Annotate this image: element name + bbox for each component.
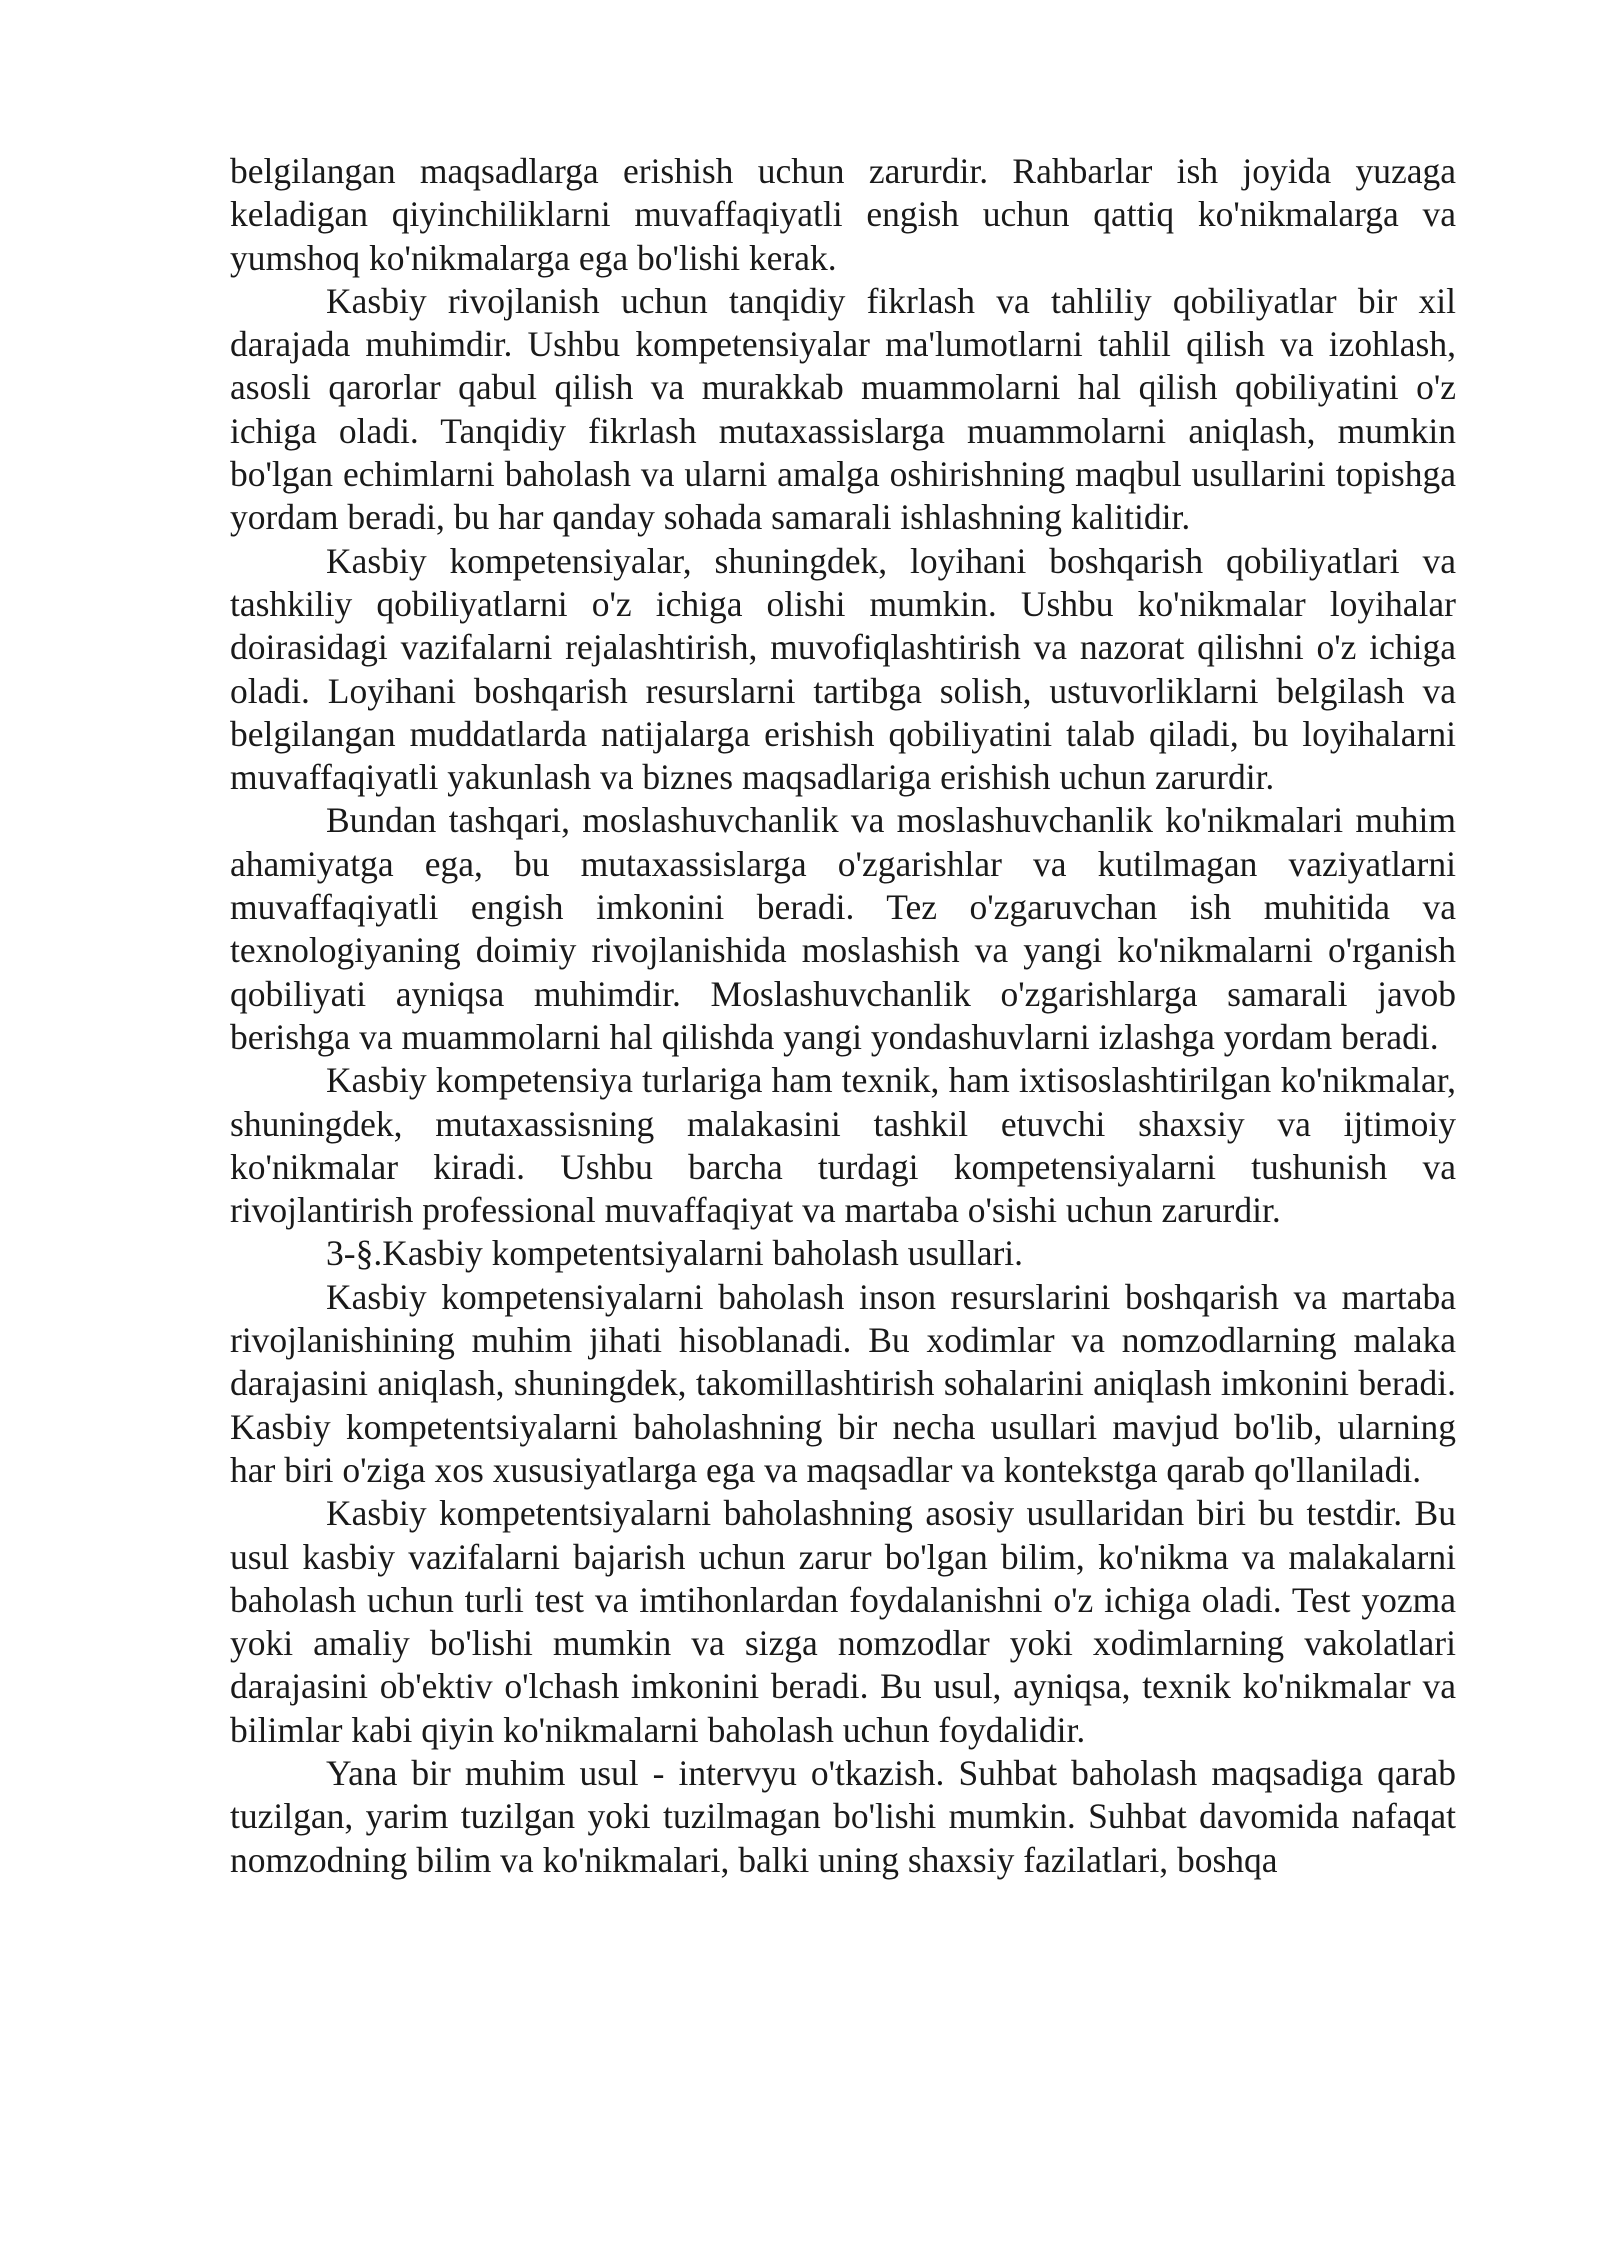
paragraph-interview: Yana bir muhim usul - intervyu o'tkazish. Suhbat baholash maqsadiga qarab tuzilgan, yarim tuzilgan yoki tuzilmagan bo'lishi mumkin. Suhbat davomida nafaqat nomzodning bilim va ko'nikmalari, balki uning shaxsiy fazilatlari, boshqa [230, 1752, 1456, 1880]
paragraph-continuation: belgilangan maqsadlarga erishish uchun zarurdir. Rahbarlar ish joyida yuzaga keladigan qiyinchiliklarni muvaffaqiyatli engish uchun qattiq ko'nikmalarga va yumshoq ko'nikmalarga ega bo'lishi kerak. [230, 151, 1456, 278]
paragraph-project-management: Kasbiy kompetensiyalar, shuningdek, loyihani boshqarish qobiliyatlari va tashkiliy qobiliyatlarni o'z ichiga olishi mumkin. Ushbu ko'nikmalar loyihalar doirasidagi vazifalarni rejalashtirish, muvofiqlashtirish va nazorat qilishni o'z ichiga oladi. Loyihani boshqarish resurslarni tartibga solish, ustuvorliklarni belgilash va belgilangan muddatlarda natijalarga erishish qobiliyatini talab qiladi, bu loyihalarni muvaffaqiyatli yakunlash va biznes maqsadlariga erishish uchun zarurdir. [230, 540, 1456, 798]
section-heading: 3-§.Kasbiy kompetentsiyalarni baholash usullari. [326, 1233, 1024, 1274]
paragraph-testing: Kasbiy kompetentsiyalarni baholashning asosiy usullaridan biri bu testdir. Bu usul kasbiy vazifalarni bajarish uchun zarur bo'lgan bilim, ko'nikma va malakalarni baholash uchun turli test va imtihonlardan foydalanishni o'z ichiga oladi. Test yozma yoki amaliy bo'lishi mumkin va sizga nomzodlar yoki xodimlarning vakolatlari darajasini ob'ektiv o'lchash imkonini beradi. Bu usul, ayniqsa, texnik ko'nikmalar va bilimlar kabi qiyin ko'nikmalarni baholash uchun foydalidir. [230, 1493, 1456, 1750]
document-page [230, 150, 1456, 1882]
paragraph-critical-thinking: Kasbiy rivojlanish uchun tanqidiy fikrlash va tahliliy qobiliyatlar bir xil darajada muhimdir. Ushbu kompetensiyalar ma'lumotlarni tahlil qilish va izohlash, asosli qarorlar qabul qilish va murakkab muammolarni hal qilish qobiliyatini o'z ichiga oladi. Tanqidiy fikrlash mutaxassislarga muammolarni aniqlash, mumkin bo'lgan echimlarni baholash va ularni amalga oshirishning maqbul usullarini topishga yordam beradi, bu har qanday sohada samarali ishlashning kalitidir. [230, 280, 1456, 538]
paragraph-competency-types: Kasbiy kompetensiya turlariga ham texnik, ham ixtisoslashtirilgan ko'nikmalar, shuningdek, mutaxassisning malakasini tashkil etuvchi shaxsiy va ijtimoiy ko'nikmalar kiradi. Ushbu barcha turdagi kompetensiyalarni tushunish va rivojlantirish professional muvaffaqiyat va martaba o'sishi uchun zarurdir. [230, 1060, 1456, 1231]
paragraph-assessment-intro: Kasbiy kompetensiyalarni baholash inson resurslarini boshqarish va martaba rivojlanishining muhim jihati hisoblanadi. Bu xodimlar va nomzodlarning malaka darajasini aniqlash, shuningdek, takomillashtirish sohalarini aniqlash imkonini beradi. Kasbiy kompetentsiyalarni baholashning bir necha usullari mavjud bo'lib, ularning har biri o'ziga xos xususiyatlarga ega va maqsadlar va kontekstga qarab qo'llaniladi. [230, 1276, 1456, 1490]
paragraph-adaptability: Bundan tashqari, moslashuvchanlik va moslashuvchanlik ko'nikmalari muhim ahamiyatga ega, bu mutaxassislarga o'zgarishlar va kutilmagan vaziyatlarni muvaffaqiyatli engish imkonini beradi. Tez o'zgaruvchan ish muhitida va texnologiyaning doimiy rivojlanishida moslashish va yangi ko'nikmalarni o'rganish qobiliyati ayniqsa muhimdir. Moslashuvchanlik o'zgarishlarga samarali javob berishga va muammolarni hal qilishda yangi yondashuvlarni izlashga yordam beradi. [230, 800, 1456, 1057]
